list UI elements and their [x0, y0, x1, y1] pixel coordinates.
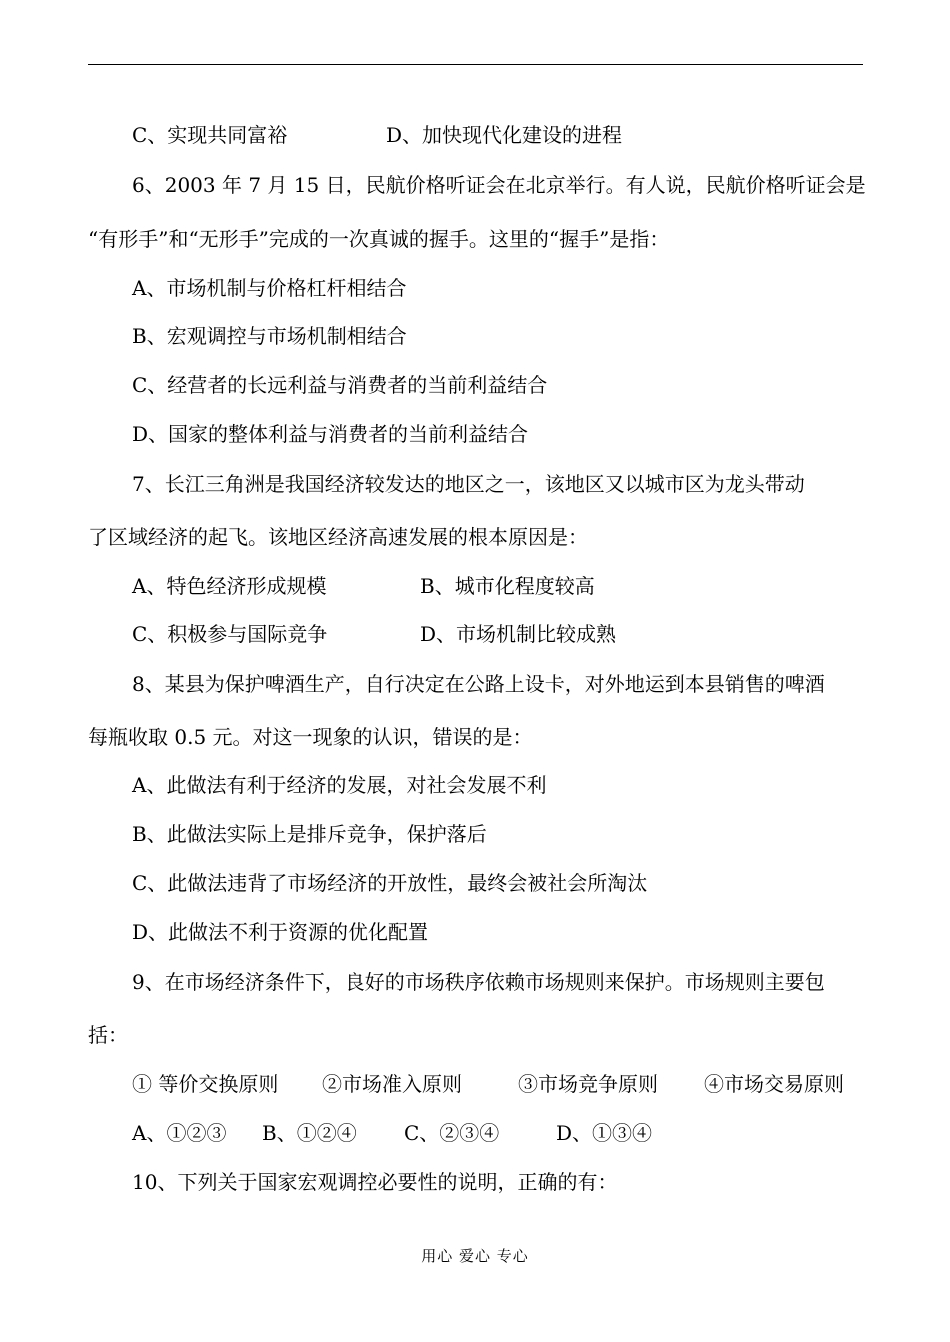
q9-option-c: C、②③④: [404, 1121, 500, 1145]
q6-option-a: A、市场机制与价格杠杆相结合: [132, 276, 407, 300]
q7-option-a: A、特色经济形成规模: [132, 574, 327, 598]
q7-option-c: C、积极参与国际竞争: [132, 622, 328, 646]
q9-option-d: D、①③④: [556, 1121, 653, 1145]
question-6-line-1: 6、2003 年 7 月 15 日，民航价格听证会在北京举行。有人说，民航价格听证会是: [132, 173, 866, 197]
question-9-line-1: 9、在市场经济条件下，良好的市场秩序依赖市场规则来保护。市场规则主要包: [132, 970, 825, 994]
q6-option-c: C、经营者的长远利益与消费者的当前利益结合: [132, 373, 548, 397]
q9-option-a: A、①②③: [132, 1121, 227, 1145]
question-8-line-2: 每瓶收取 0.5 元。对这一现象的认识，错误的是：: [88, 725, 533, 749]
q8-option-d: D、此做法不利于资源的优化配置: [132, 920, 429, 944]
q8-option-b: B、此做法实际上是排斥竞争，保护落后: [132, 822, 487, 846]
page-footer: 用心 爱心 专心: [421, 1247, 529, 1265]
q6-option-d: D、国家的整体利益与消费者的当前利益结合: [132, 422, 529, 446]
q8-option-a: A、此做法有利于经济的发展，对社会发展不利: [132, 773, 547, 797]
question-10-line-1: 10、下列关于国家宏观调控必要性的说明，正确的有：: [132, 1170, 618, 1194]
q9-statement-1: ① 等价交换原则: [132, 1072, 279, 1096]
header-rule: [88, 64, 863, 65]
option-c: C、实现共同富裕: [132, 123, 288, 147]
question-7-line-2: 了区域经济的起飞。该地区经济高速发展的根本原因是：: [88, 525, 588, 549]
question-9-line-2: 括：: [88, 1023, 128, 1047]
question-6-line-2: “有形手”和“无形手”完成的一次真诚的握手。这里的“握手”是指：: [88, 227, 670, 251]
question-8-line-1: 8、某县为保护啤酒生产，自行决定在公路上设卡，对外地运到本县销售的啤酒: [132, 672, 825, 696]
option-d: D、加快现代化建设的进程: [386, 123, 623, 147]
question-7-line-1: 7、长江三角洲是我国经济较发达的地区之一，该地区又以城市区为龙头带动: [132, 472, 805, 496]
q7-option-b: B、城市化程度较高: [420, 574, 595, 598]
q9-statement-3: ③市场竞争原则: [518, 1072, 658, 1096]
q9-statement-2: ②市场准入原则: [322, 1072, 462, 1096]
q8-option-c: C、此做法违背了市场经济的开放性，最终会被社会所淘汰: [132, 871, 648, 895]
q6-option-b: B、宏观调控与市场机制相结合: [132, 324, 407, 348]
q7-option-d: D、市场机制比较成熟: [420, 622, 617, 646]
q9-option-b: B、①②④: [262, 1121, 357, 1145]
q9-statement-4: ④市场交易原则: [704, 1072, 844, 1096]
